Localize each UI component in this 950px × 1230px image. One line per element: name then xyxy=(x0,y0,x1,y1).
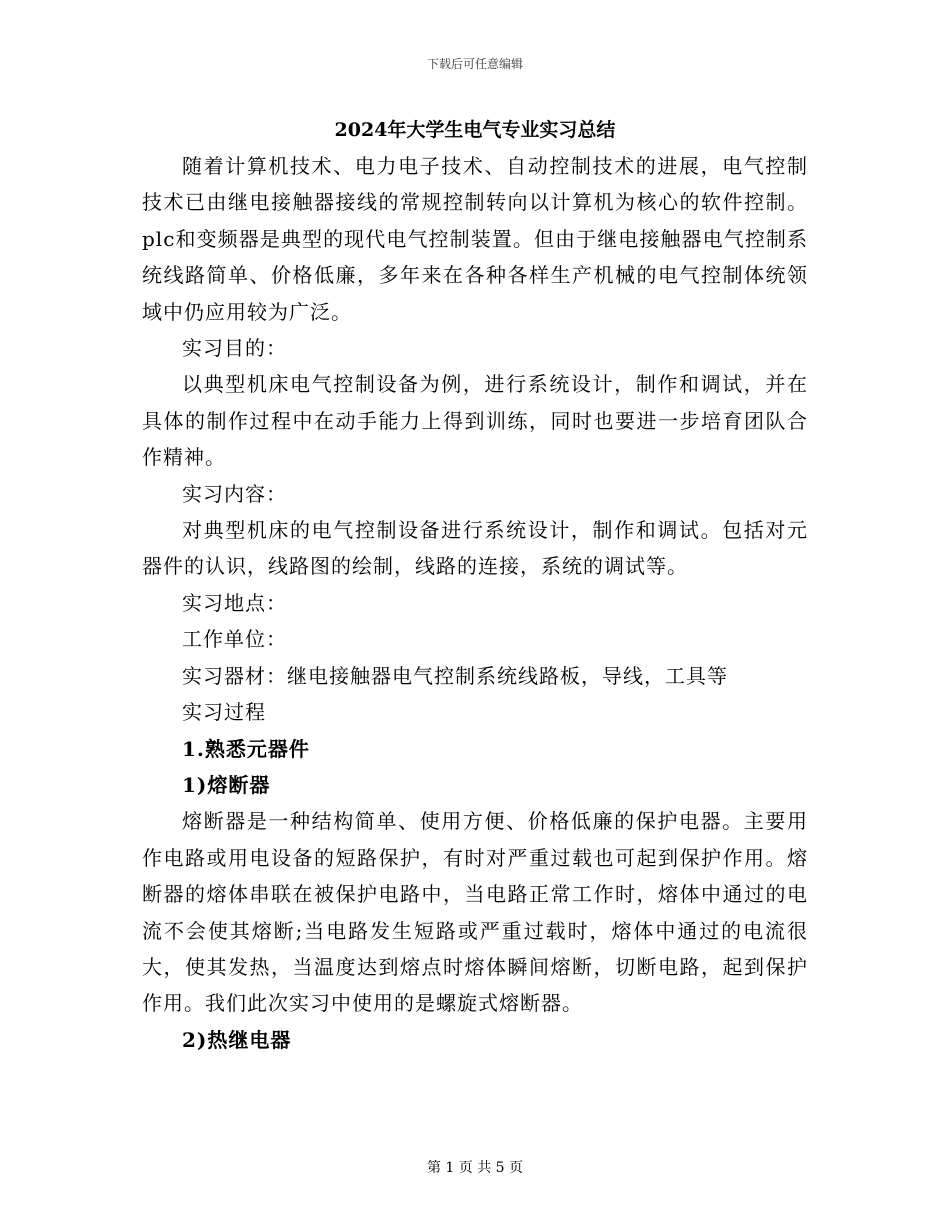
paragraph-intro: 随着计算机技术、电力电子技术、自动控制技术的进展，电气控制技术已由继电接触器接线的常规控制转向以计算机为核心的软件控制。plc和变频器是典型的现代电气控制装置。但由于继电接触器电气控制系统线路简单、价格低廉，多年来在各种各样生产机械的电气控制体统领域中仍应用较为广泛。 xyxy=(142,154,808,324)
paragraph-equipment: 实习器材：继电接触器电气控制系统线路板，导线，工具等 xyxy=(182,663,728,688)
paragraph-process-label: 实习过程 xyxy=(182,700,266,725)
paragraph-employer: 工作单位： xyxy=(182,627,287,652)
subsection-heading-thermal-relay: 2)热继电器 xyxy=(182,1027,292,1052)
paragraph-location: 实习地点： xyxy=(182,590,287,615)
page-footer: 第 1 页 共 5 页 xyxy=(426,1160,524,1176)
paragraph-content-label: 实习内容： xyxy=(182,481,287,506)
document-title: 2024年大学生电气专业实习总结 xyxy=(334,119,616,141)
section-heading-components: 1.熟悉元器件 xyxy=(182,736,310,761)
subsection-heading-fuse: 1)熔断器 xyxy=(182,772,271,797)
document-body xyxy=(142,112,808,1058)
paragraph-fuse: 熔断器是一种结构简单、使用方便、价格低廉的保护电器。主要用作电路或用电设备的短路保护，有时对严重过载也可起到保护作用。熔断器的熔体串联在被保护电路中，当电路正常工作时，熔体中通过的电流不会使其熔断;当电路发生短路或严重过载时，熔体中通过的电流很大，使其发热，当温度达到熔点时熔体瞬间熔断，切断电路，起到保护作用。我们此次实习中使用的是螺旋式熔断器。 xyxy=(142,809,808,1016)
paragraph-content: 对典型机床的电气控制设备进行系统设计，制作和调试。包括对元器件的认识，线路图的绘制，线路的连接，系统的调试等。 xyxy=(142,518,808,579)
paragraph-purpose-label: 实习目的： xyxy=(182,336,287,361)
page-header: 下载后可任意编辑 xyxy=(426,57,523,71)
paragraph-purpose: 以典型机床电气控制设备为例，进行系统设计，制作和调试，并在具体的制作过程中在动手能力上得到训练，同时也要进一步培育团队合作精神。 xyxy=(142,372,808,470)
